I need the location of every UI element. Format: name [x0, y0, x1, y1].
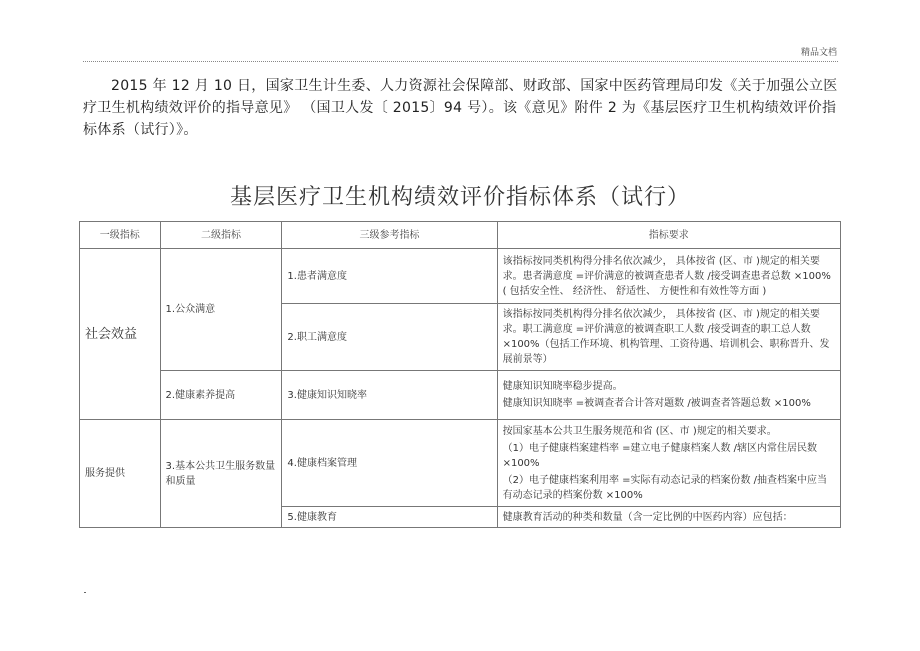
table-row — [80, 420, 841, 507]
level2-cell: 1.公众满意 — [160, 249, 282, 371]
level1-cell: 服务提供 — [80, 420, 161, 528]
page-header-label: 精品文档 — [800, 48, 837, 58]
requirement-text: 健康知识知晓率稳步提高。 — [502, 381, 623, 392]
requirement-cell — [497, 249, 840, 304]
requirement-text: 按国家基本公共卫生服务规范和省 (区、市 )规定的相关要求。 — [502, 425, 777, 437]
requirement-cell — [497, 420, 840, 507]
footer-mark — [84, 592, 86, 593]
level3-cell: 5.健康教育 — [282, 507, 497, 528]
level3-cell: 2.职工满意度 — [282, 304, 497, 371]
indicator-table — [79, 221, 841, 528]
level3-cell: 3.健康知识知晓率 — [282, 371, 497, 420]
intro-text: 2015 年 12 月 10 日，国家卫生计生委、人力资源社会保障部、财政部、国家中医药管理局印发《关于加强公立医疗卫生机构绩效评价的指导意见》 （国卫人发〔 2015〕94 号）。该《意见》附件 2 为《基层医疗卫生机构绩效评价指标体系（试行）》。 — [83, 78, 838, 138]
level3-cell: 4.健康档案管理 — [282, 420, 497, 507]
table-row — [80, 249, 841, 304]
table-row — [80, 371, 841, 420]
level3-cell: 1.患者满意度 — [282, 249, 497, 304]
requirement-text: 健康知识知晓率 =被调查者合计答对题数 /被调查者答题总数 ×100% — [502, 398, 811, 409]
header-requirement: 指标要求 — [497, 222, 840, 249]
requirement-cell — [497, 507, 840, 528]
level1-cell: 社会效益 — [80, 249, 161, 420]
level2-cell: 3.基本公共卫生服务数量和质量 — [160, 420, 282, 528]
header-level3: 三级参考指标 — [282, 222, 497, 249]
header-rule — [83, 61, 838, 62]
intro-paragraph — [83, 75, 843, 141]
requirement-text: 该指标按同类机构得分排名依次减少， 具体按省 (区、市 )规定的相关要求。职工满意度 =评价满意的被调查职工人数 /接受调查的职工总人数 ×100%（包括工作环境、机构管理、工资待遇、培训机会、职称晋升、发展前景等） — [502, 309, 830, 365]
header-level2: 二级指标 — [160, 222, 282, 249]
requirement-text: （2）电子健康档案利用率 =实际有动态记录的档案份数 /抽查档案中应当有动态记录的档案份数 ×100% — [502, 474, 828, 501]
requirement-text: （1）电子健康档案建档率 =建立电子健康档案人数 /辖区内常住居民数 ×100% — [502, 442, 818, 469]
table-header-row — [80, 222, 841, 249]
level2-cell: 2.健康素养提高 — [160, 371, 282, 420]
requirement-cell — [497, 304, 840, 371]
document-title: 基层医疗卫生机构绩效评价指标体系（试行） — [229, 185, 690, 210]
header-level1: 一级指标 — [80, 222, 161, 249]
requirement-cell — [497, 371, 840, 420]
requirement-text: 健康教育活动的种类和数量（含一定比例的中医药内容）应包括： — [502, 511, 793, 523]
requirement-text: 该指标按同类机构得分排名依次减少， 具体按省 (区、市 )规定的相关要求。患者满意度 =评价满意的被调查患者人数 /接受调查患者总数 ×100% ( 包括安全性、 经济性、 舒适性、 方便性和有效性等方面 ) — [502, 255, 831, 297]
